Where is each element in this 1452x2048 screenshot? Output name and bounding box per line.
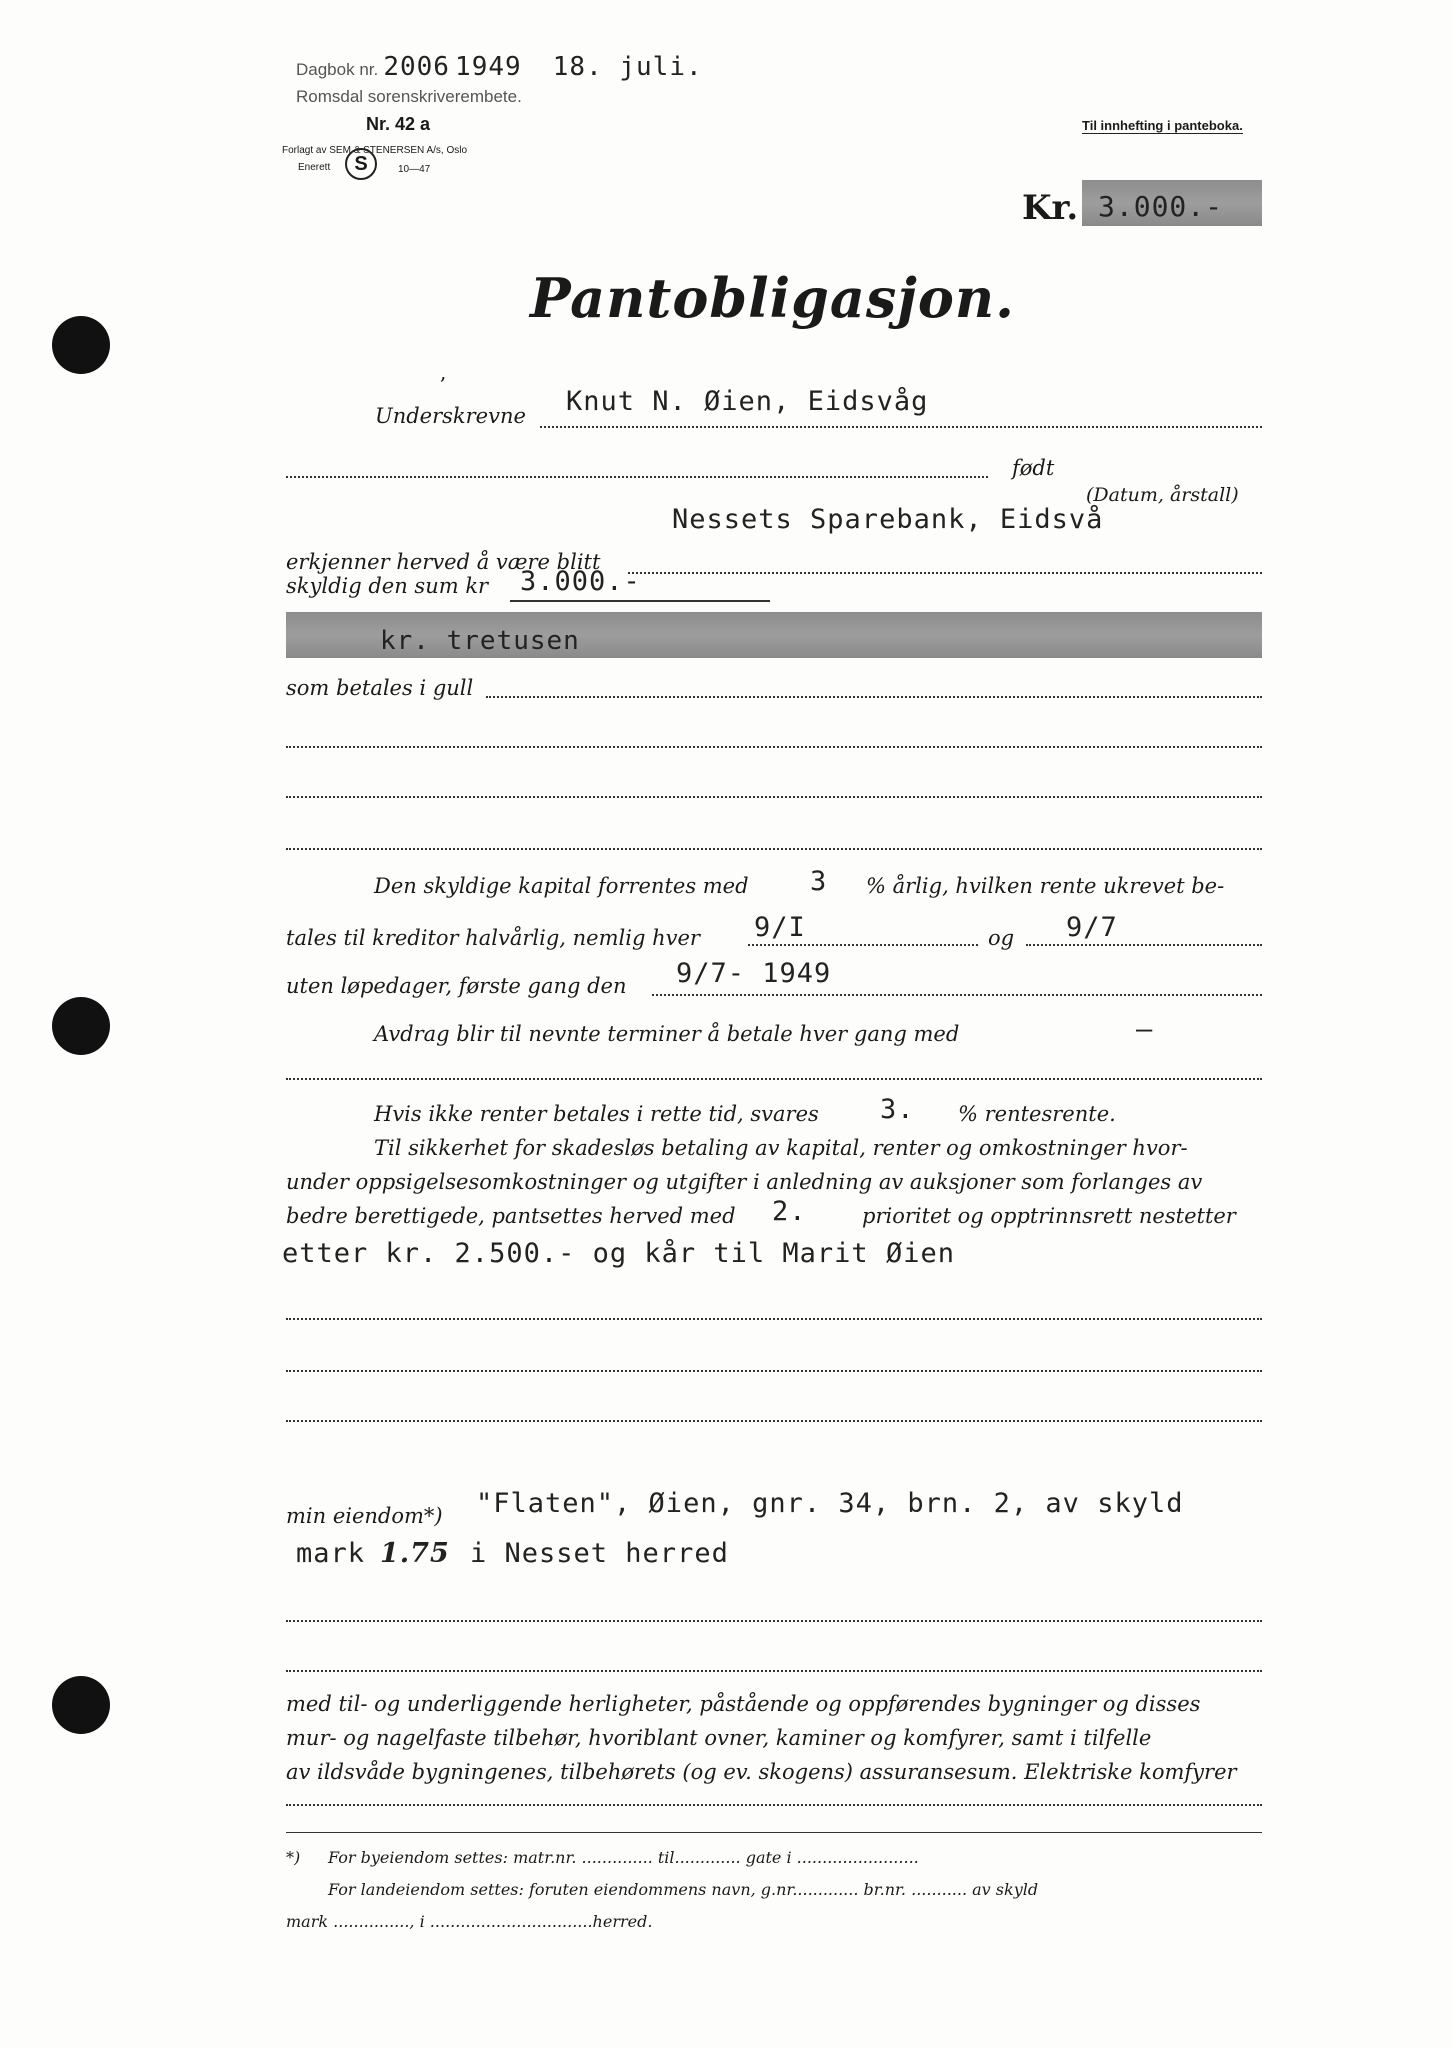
binding-note: Til innhefting i panteboka. [1082, 118, 1243, 133]
sum-value: 3.000.- [520, 566, 641, 597]
blank-line-3 [286, 848, 1262, 850]
document-title: Pantobligasjon. [530, 266, 1015, 330]
stamp-prefix: Dagbok nr. [296, 60, 379, 79]
footnote-line-3: mark ..............., i ................................herred. [286, 1912, 653, 1931]
date2-line [1026, 944, 1262, 946]
footnote-line-2: For landeiendom settes: foruten eiendommens navn, g.nr............. br.nr. ........... av skyld [328, 1880, 1039, 1899]
publisher-line: Forlagt av SEM & STENERSEN A/s, Oslo [282, 145, 468, 156]
sum-line [510, 600, 770, 602]
blank-line-2 [286, 796, 1262, 798]
publisher-logo: S [345, 148, 377, 180]
creditor-line [628, 572, 1262, 574]
property-mark-suffix: i Nesset herred [470, 1538, 729, 1569]
creditor-value: Nessets Sparebank, Eidsvå [672, 504, 1104, 535]
installments-label: Avdrag blir til nevnte terminer å betale hver gang med [374, 1022, 960, 1046]
sum-words: kr. tretusen [380, 626, 580, 656]
undersigned-value: Knut N. Øien, Eidsvåg [566, 386, 929, 417]
penalty-label: Hvis ikke renter betales i rette tid, svares [374, 1102, 819, 1126]
prior-encumbrance: etter kr. 2.500.- og kår til Marit Øien [282, 1238, 955, 1269]
blank-line-7 [286, 1420, 1262, 1422]
first-date-line [652, 994, 1262, 996]
closing-line-1: med til- og underliggende herligheter, påstående og oppførendes bygninger og disses [286, 1692, 1201, 1716]
footnote-line-1: For byeiendom settes: matr.nr. .............. til............. gate i ........................ [328, 1848, 919, 1867]
sum-label: skyldig den sum kr [286, 574, 489, 598]
gold-line [486, 696, 1262, 698]
footnote-marker: *) [286, 1848, 301, 1867]
payment-label: tales til kreditor halvårlig, nemlig hver [286, 926, 700, 950]
publisher-enerett: Enerett [298, 162, 331, 173]
undersigned-line [540, 426, 1262, 428]
payment-date-1: 9/I [754, 912, 806, 943]
blank-line-10 [286, 1804, 1262, 1806]
stamp-number: 2006 [383, 52, 450, 82]
born-line [286, 476, 988, 478]
security-line-3-suffix: prioritet og opptrinnsrett nestetter [862, 1204, 1236, 1228]
handwritten-value: 1.75 [380, 1538, 450, 1569]
and-word: og [988, 926, 1015, 950]
gold-label: som betales i gull [286, 676, 474, 700]
binder-hole-top [52, 316, 110, 374]
interest-rate: 3 [810, 866, 828, 897]
closing-line-3: av ildsvåde bygningenes, tilbehørets (og ev. skogens) assuransesum. Elektriske komfyrer [286, 1760, 1237, 1784]
publisher-edition: 10—47 [398, 164, 431, 175]
interest-suffix: % årlig, hvilken rente ukrevet be- [866, 874, 1225, 898]
comma-mark: , [440, 360, 447, 384]
property-label: min eiendom*) [286, 1504, 443, 1528]
stamp-office: Romsdal sorenskriverembete. [296, 87, 522, 106]
stamp-year: 1949 [455, 52, 522, 82]
blank-line-6 [286, 1370, 1262, 1372]
security-line-3-prefix: bedre berettigede, pantsettes herved med [286, 1204, 736, 1228]
blank-line-8 [286, 1620, 1262, 1622]
payment-date-2: 9/7 [1066, 912, 1118, 943]
journal-stamp [296, 52, 703, 82]
penalty-suffix: % rentesrente. [958, 1102, 1116, 1126]
installments-value: — [1136, 1014, 1154, 1045]
footnote-rule [286, 1832, 1262, 1833]
closing-line-2: mur- og nagelfaste tilbehør, hvoriblant ovner, kaminer og komfyrer, samt i tilfelle [286, 1726, 1152, 1750]
amount-value: 3.000.- [1098, 190, 1224, 223]
born-hint: (Datum, årstall) [1086, 484, 1239, 506]
first-payment-date: 9/7- 1949 [676, 958, 832, 989]
undersigned-label: Underskrevne [375, 404, 526, 428]
creditor-label: erkjenner herved å være blitt [286, 550, 601, 574]
security-line-1: Til sikkerhet for skadesløs betaling av kapital, renter og omkostninger hvor- [374, 1136, 1188, 1160]
penalty-rate: 3. [880, 1094, 915, 1125]
blank-line-9 [286, 1670, 1262, 1672]
property-mark-prefix: mark [296, 1538, 366, 1569]
date1-line [748, 944, 978, 946]
blank-line-5 [286, 1318, 1262, 1320]
binder-hole-middle [52, 997, 110, 1055]
interest-label: Den skyldige kapital forrentes med [374, 874, 749, 898]
amount-label: Kr. [1022, 188, 1079, 228]
stamp-date: 18. juli. [552, 52, 703, 82]
property-line-1: "Flaten", Øien, gnr. 34, brn. 2, av skyld [476, 1488, 1184, 1519]
priority-value: 2. [772, 1196, 807, 1227]
form-number: Nr. 42 a [366, 114, 431, 134]
blank-line-1 [286, 746, 1262, 748]
blank-line-4 [286, 1078, 1262, 1080]
security-line-2: under oppsigelsesomkostninger og utgifter i anledning av auksjoner som forlanges av [286, 1170, 1203, 1194]
binder-hole-bottom [52, 1676, 110, 1734]
first-payment-label: uten løpedager, første gang den [286, 974, 627, 998]
born-label: født [1012, 456, 1055, 480]
